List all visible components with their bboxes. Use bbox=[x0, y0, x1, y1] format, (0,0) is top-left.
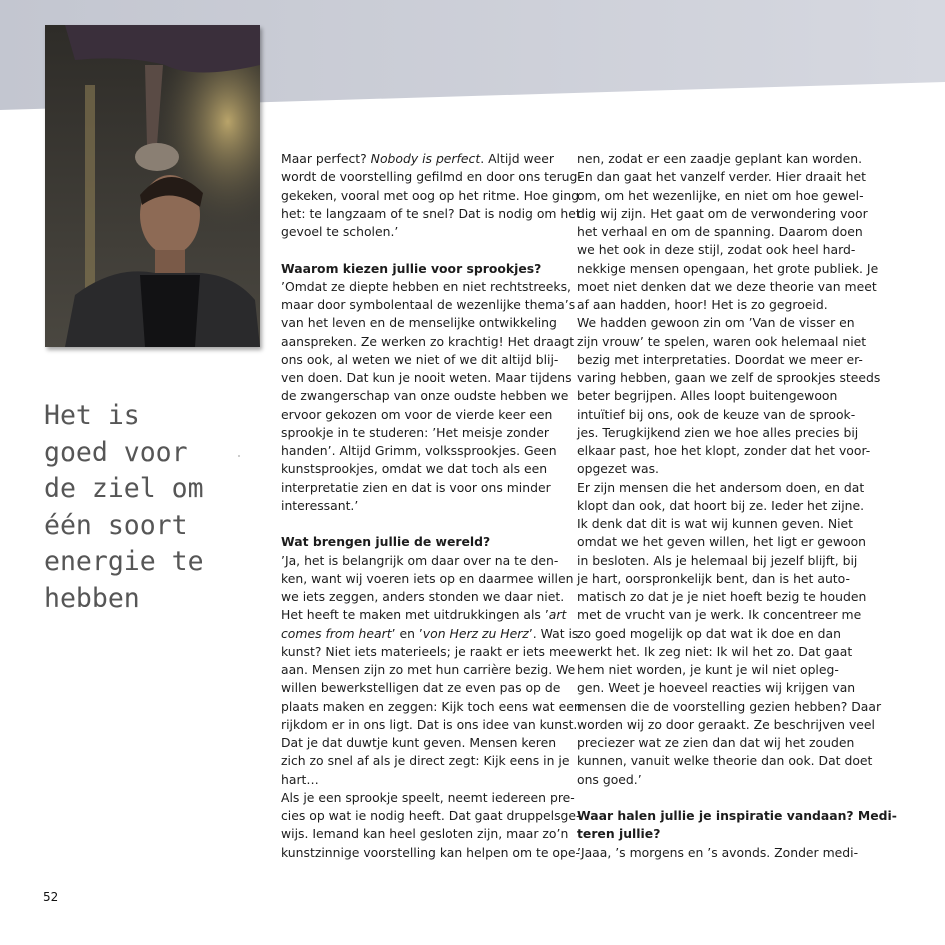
body-text-line: zich zo snel af als je direct zegt: Kijk eens in je bbox=[281, 753, 570, 769]
body-text-line: je hart, oorspronkelijk bent, dan is het auto- bbox=[577, 570, 850, 586]
body-text-line: in besloten. Als je helemaal bij jezelf blijft, bij bbox=[577, 552, 858, 568]
body-text-line: wijs. Iemand kan heel gesloten zijn, maar zo’n bbox=[281, 826, 569, 842]
body-text-line: gen. Weet je hoeveel reacties wij krijgen van bbox=[577, 680, 856, 696]
body-text-line: we iets zeggen, anders stonden we daar niet. bbox=[281, 589, 565, 604]
body-text-line: worden wij zo door geraakt. Ze beschrijven veel bbox=[577, 716, 875, 732]
paragraph-gap bbox=[281, 241, 563, 259]
body-text-line: plaats maken en zeggen: Kijk toch eens wat een bbox=[281, 698, 582, 714]
paragraph-gap bbox=[577, 789, 862, 807]
body-text-line: ’Jaaa, ’s morgens en ’s avonds. Zonder medi- bbox=[577, 844, 859, 860]
body-text-line: zo goed mogelijk op dat wat ik doe en dan bbox=[577, 625, 841, 641]
page-number: 52 bbox=[43, 890, 59, 904]
body-text-line: varing hebben, gaan we zelf de sprookjes steeds bbox=[577, 370, 881, 385]
body-text-line: En dan gaat het vanzelf verder. Hier draait het bbox=[577, 169, 866, 185]
body-text-line: klopt dan ook, dat hoort bij ze. Ieder het zijne. bbox=[577, 497, 865, 513]
body-text-line: elkaar past, hoe het klopt, zonder dat het voor- bbox=[577, 443, 871, 458]
body-text-line: hem niet worden, je kunt je wil niet opleg- bbox=[577, 662, 839, 677]
body-text-line: het: te langzaam of te snel? Dat is nodig om het bbox=[281, 205, 581, 221]
body-text-line: kunnen, vanuit welke theorie dan ook. Dat doet bbox=[577, 753, 873, 769]
body-text-line: intuïtief bij ons, ook de keuze van de sprook- bbox=[577, 406, 856, 422]
body-text-line: om, om het wezenlijke, en niet om hoe gewel- bbox=[577, 187, 864, 203]
question-heading: Waarom kiezen jullie voor sprookjes? bbox=[281, 260, 542, 276]
performer-photo bbox=[45, 25, 260, 347]
body-text-line: Er zijn mensen die het andersom doen, en dat bbox=[577, 479, 865, 495]
body-text-line: af aan hadden, hoor! Het is zo gegroeid. bbox=[577, 297, 828, 312]
pull-quote-line: de ziel om bbox=[44, 473, 204, 504]
italic-text: comes from heart bbox=[281, 625, 392, 641]
body-text-line: aan. Mensen zijn zo met hun carrière bezig. We bbox=[281, 662, 576, 677]
article-column-1 bbox=[281, 150, 582, 862]
text-run: Maar perfect? bbox=[281, 151, 371, 166]
pull-quote-line: Het is bbox=[44, 400, 140, 431]
text-run: ’ en ’ bbox=[391, 625, 423, 641]
body-text-line: We hadden gewoon zin om ’Van de visser en bbox=[577, 315, 855, 331]
italic-text: von Herz zu Herz bbox=[422, 625, 529, 641]
body-text-line: werkt het. Ik zeg niet: Ik wil het zo. Dat gaat bbox=[577, 643, 853, 659]
body-text-line: maar door symbolentaal de wezenlijke thema’s bbox=[281, 297, 576, 312]
body-text-line: bezig met interpretaties. Doordat we meer er- bbox=[577, 351, 863, 367]
body-text-line: nekkige mensen opengaan, het grote publiek. Je bbox=[577, 260, 879, 276]
body-text-line: opgezet was. bbox=[577, 461, 659, 477]
body-text-line: ken, want wij voeren iets op en daarmee willen bbox=[281, 570, 574, 586]
pull-quote-line: goed voor bbox=[44, 436, 188, 468]
pull-quote-line: hebben bbox=[44, 582, 140, 614]
body-text-line: willen bewerkstelligen dat ze even pas op de bbox=[281, 680, 561, 696]
body-text-line: rijkdom er in ons ligt. Dat is ons idee van kunst. bbox=[281, 716, 578, 732]
italic-text: Nobody is perfect bbox=[370, 151, 481, 166]
pull-quote-line: energie te bbox=[44, 546, 204, 577]
body-text-line: moet niet denken dat we deze theorie van meet bbox=[577, 278, 877, 294]
question-heading: teren jullie? bbox=[577, 826, 661, 842]
body-text-line: we het ook in deze stijl, zodat ook heel hard- bbox=[577, 242, 856, 258]
decorative-dot bbox=[238, 455, 240, 457]
body-text-line: sprookje in te studeren: ’Het meisje zonder bbox=[281, 424, 549, 440]
body-text-line: gevoel te scholen.’ bbox=[281, 224, 399, 239]
body-text-line: kunstsprookjes, omdat we dat toch als een bbox=[281, 461, 548, 477]
body-text-line: aanspreken. Ze werken zo krachtig! Het draagt bbox=[281, 333, 575, 349]
body-text-line: cies op wat ie nodig heeft. Dat gaat druppelsge- bbox=[281, 808, 581, 823]
body-text-line: preciezer wat ze zien dan dat wij het zouden bbox=[577, 735, 855, 750]
body-text-line bbox=[281, 606, 567, 624]
body-text-line: mensen die de voorstelling gezien hebben? Daar bbox=[577, 698, 882, 714]
body-text-line: nen, zodat er een zaadje geplant kan worden. bbox=[577, 151, 863, 166]
body-text-line: Als je een sprookje speelt, neemt iedereen pre- bbox=[281, 789, 575, 805]
body-text-line: de zwangerschap van onze oudste hebben we bbox=[281, 388, 569, 404]
italic-text: art bbox=[548, 607, 567, 623]
body-text-line: ervoor gekozen om voor de vierde keer een bbox=[281, 406, 553, 422]
text-run: ’. Wat is bbox=[528, 625, 579, 641]
body-text-line: Dat je dat duwtje kunt geven. Mensen keren bbox=[281, 735, 557, 750]
body-text-line: omdat we het geven willen, het ligt er gewoon bbox=[577, 534, 867, 550]
body-text-line: matisch zo dat je je niet hoeft bezig te houden bbox=[577, 589, 867, 604]
body-text-line: kunstzinnige voorstelling kan helpen om te ope- bbox=[281, 844, 580, 860]
body-text-line: ’Ja, het is belangrijk om daar over na te den- bbox=[281, 552, 559, 568]
body-text-line: zijn vrouw’ te spelen, waren ook helemaal niet bbox=[577, 333, 867, 349]
pull-quote-line: één soort bbox=[44, 509, 188, 541]
text-run: Het heeft te maken met uitdrukkingen als ’ bbox=[281, 607, 549, 623]
text-run: . Altijd weer bbox=[480, 151, 555, 166]
body-text-line: met de vrucht van je werk. Ik concentreer me bbox=[577, 607, 862, 623]
body-text-line: wordt de voorstelling gefilmd en door ons terug- bbox=[281, 169, 582, 185]
body-text-line bbox=[281, 150, 563, 168]
body-text-line: interpretatie zien en dat is voor ons minder bbox=[281, 479, 551, 495]
pull-quote bbox=[44, 398, 254, 617]
body-text-line: gekeken, vooral met oog op het ritme. Hoe ging bbox=[281, 187, 580, 203]
body-text-line: ons goed.’ bbox=[577, 771, 642, 787]
body-text-line: hart… bbox=[281, 771, 319, 787]
body-text-line: het verhaal en om de spanning. Daarom doen bbox=[577, 224, 863, 239]
paragraph-gap bbox=[281, 515, 563, 533]
body-text-line: van het leven en de menselijke ontwikkeling bbox=[281, 315, 557, 331]
body-text-line: Ik denk dat dit is wat wij kunnen geven. Niet bbox=[577, 516, 854, 531]
question-heading: Wat brengen jullie de wereld? bbox=[281, 534, 491, 550]
body-text-line: jes. Terugkijkend zien we hoe alles precies bij bbox=[577, 424, 859, 440]
body-text-line: ven doen. Dat kun je nooit weten. Maar tijdens bbox=[281, 370, 572, 385]
body-text-line: kunst? Niet iets materieels; je raakt er iets mee bbox=[281, 643, 577, 659]
body-text-line: ons ook, al weten we niet of we dit altijd blij- bbox=[281, 351, 559, 367]
body-text-line: dig wij zijn. Het gaat om de verwondering voor bbox=[577, 205, 868, 221]
body-text-line: ’Omdat ze diepte hebben en niet rechtstreeks, bbox=[281, 278, 571, 294]
question-heading: Waar halen jullie je inspiratie vandaan? Medi- bbox=[577, 808, 897, 823]
body-text-line: interessant.’ bbox=[281, 497, 359, 513]
body-text-line: beter begrijpen. Alles loopt buitengewoon bbox=[577, 388, 838, 404]
article-column-2 bbox=[577, 150, 897, 862]
body-text-line: handen’. Altijd Grimm, volkssprookjes. Geen bbox=[281, 443, 557, 458]
body-text-line bbox=[281, 625, 579, 643]
